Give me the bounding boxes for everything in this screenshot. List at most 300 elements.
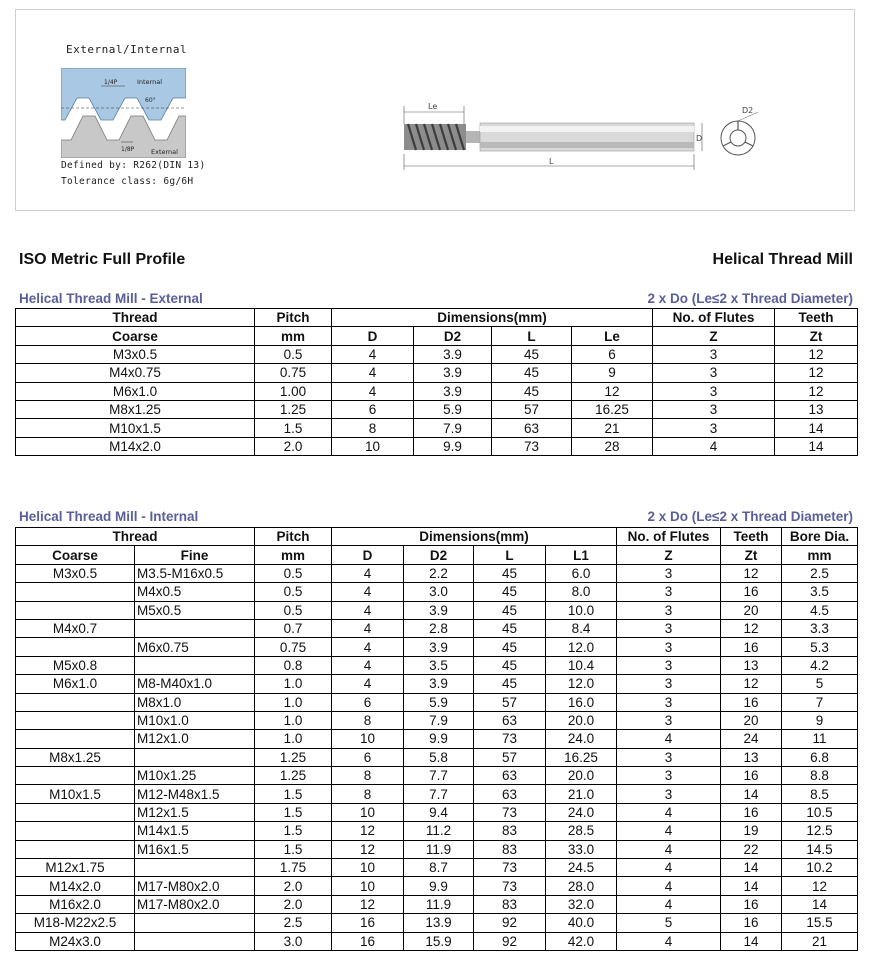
- external-table-note: 2 x Do (Le≤2 x Thread Diameter): [647, 291, 853, 306]
- internal-table-cell: 1.25: [255, 748, 332, 766]
- internal-table-cell: 16: [721, 583, 782, 601]
- internal-table-cell: 16: [721, 803, 782, 821]
- external-table-row: [16, 382, 858, 400]
- internal-table-cell: 63: [474, 785, 546, 803]
- internal-table-cell: 12: [332, 895, 404, 913]
- internal-subheader-cell: Z: [617, 546, 721, 564]
- internal-table-cell: M10x1.0: [135, 711, 255, 729]
- internal-table-cell: 45: [474, 638, 546, 656]
- internal-table-cell: 16: [721, 638, 782, 656]
- dim-le: Le: [428, 102, 438, 111]
- internal-table-cell: M5x0.8: [16, 656, 135, 674]
- internal-table-cell: [135, 914, 255, 932]
- internal-table-cell: 9.4: [404, 803, 474, 821]
- internal-table-cell: 20.0: [546, 711, 617, 729]
- defined-by-text: Defined by: R262(DIN 13): [61, 160, 206, 171]
- internal-table-cell: 8.7: [404, 859, 474, 877]
- internal-table-cell: 4: [332, 583, 404, 601]
- internal-table-row: [16, 656, 858, 674]
- internal-table-cell: 4: [332, 601, 404, 619]
- internal-subheader-cell: L1: [546, 546, 617, 564]
- internal-table-cell: M17-M80x2.0: [135, 877, 255, 895]
- external-table-cell: 4: [332, 364, 414, 382]
- internal-table-cell: 0.75: [255, 638, 332, 656]
- internal-header-cell: No. of Flutes: [617, 528, 721, 546]
- internal-table-cell: 4: [332, 675, 404, 693]
- internal-table-cell: 5: [782, 675, 858, 693]
- internal-subheader-cell: Fine: [135, 546, 255, 564]
- external-table-cell: M10x1.5: [16, 419, 255, 437]
- external-subheader-cell: Coarse: [16, 327, 255, 345]
- external-table-cell: 6: [332, 400, 414, 418]
- internal-subheader-cell: D2: [404, 546, 474, 564]
- internal-table-cell: 6.8: [782, 748, 858, 766]
- internal-table-cell: 15.9: [404, 932, 474, 950]
- internal-table-cell: 63: [474, 767, 546, 785]
- external-table-row: [16, 400, 858, 418]
- internal-table-row: [16, 583, 858, 601]
- internal-table-cell: 8.4: [546, 619, 617, 637]
- internal-table-row: [16, 711, 858, 729]
- internal-table-cell: 92: [474, 932, 546, 950]
- internal-table-cell: 4: [617, 859, 721, 877]
- external-table-cell: 4: [653, 437, 775, 455]
- figure-title: External/Internal: [66, 43, 188, 56]
- external-header-cell: No. of Flutes: [653, 309, 775, 327]
- external-table-cell: 45: [492, 345, 572, 363]
- internal-table-cell: 3: [617, 564, 721, 582]
- internal-table-cell: 12.0: [546, 675, 617, 693]
- internal-table-cell: 2.2: [404, 564, 474, 582]
- external-table-cell: 3.9: [414, 382, 492, 400]
- internal-table-cell: 1.75: [255, 859, 332, 877]
- external-table-cell: 3: [653, 400, 775, 418]
- internal-table-cell: 24.5: [546, 859, 617, 877]
- internal-table-cell: 3: [617, 675, 721, 693]
- internal-table-cell: 24: [721, 730, 782, 748]
- internal-table-cell: 10: [332, 859, 404, 877]
- internal-table-cell: [135, 859, 255, 877]
- internal-table-cell: 4: [617, 932, 721, 950]
- internal-table-cell: M12-M48x1.5: [135, 785, 255, 803]
- internal-table-cell: 0.5: [255, 601, 332, 619]
- internal-table-cell: 3: [617, 785, 721, 803]
- internal-table-cell: 2.0: [255, 895, 332, 913]
- internal-table-cell: 1.5: [255, 822, 332, 840]
- internal-subheader-cell: D: [332, 546, 404, 564]
- internal-header-row-2: [16, 546, 858, 564]
- external-table-cell: M14x2.0: [16, 437, 255, 455]
- internal-table-cell: 0.7: [255, 619, 332, 637]
- internal-subheader-cell: mm: [782, 546, 858, 564]
- internal-table-cell: 6.0: [546, 564, 617, 582]
- internal-table-cell: 3: [617, 583, 721, 601]
- internal-table-cell: M8x1.0: [135, 693, 255, 711]
- internal-table-cell: M24x3.0: [16, 932, 135, 950]
- tolerance-text: Tolerance class: 6g/6H: [61, 176, 194, 187]
- internal-table-cell: 3.5: [404, 656, 474, 674]
- internal-table-cell: 73: [474, 730, 546, 748]
- internal-table-cell: M16x2.0: [16, 895, 135, 913]
- internal-table-cell: 5.3: [782, 638, 858, 656]
- internal-table-cell: 1.0: [255, 730, 332, 748]
- internal-table-cell: 1.0: [255, 675, 332, 693]
- internal-table-cell: [16, 693, 135, 711]
- internal-table-cell: 10: [332, 730, 404, 748]
- figure-notes: [61, 158, 205, 190]
- internal-table-cell: 10: [332, 877, 404, 895]
- internal-table-cell: 16: [721, 693, 782, 711]
- internal-table-cell: 3: [617, 693, 721, 711]
- internal-table-cell: 3.0: [255, 932, 332, 950]
- internal-table-row: [16, 693, 858, 711]
- external-table-cell: 4: [332, 345, 414, 363]
- internal-table-cell: 92: [474, 914, 546, 932]
- external-table-cell: 12: [775, 345, 858, 363]
- label-quarter-p: 1/4P: [104, 79, 118, 86]
- internal-table-cell: 73: [474, 859, 546, 877]
- internal-table-cell: [135, 656, 255, 674]
- internal-table-row: [16, 803, 858, 821]
- external-table-cell: 8: [332, 419, 414, 437]
- internal-table-row: [16, 877, 858, 895]
- internal-table-row: [16, 601, 858, 619]
- internal-table-cell: M6x0.75: [135, 638, 255, 656]
- internal-table-cell: 7.9: [404, 711, 474, 729]
- external-table-cell: 3.9: [414, 364, 492, 382]
- internal-table-note: 2 x Do (Le≤2 x Thread Diameter): [647, 509, 853, 524]
- internal-table-cell: 16: [332, 932, 404, 950]
- external-table-cell: 12: [775, 382, 858, 400]
- internal-table-cell: 20: [721, 711, 782, 729]
- internal-header-row-1: [16, 528, 858, 546]
- internal-table-cell: 1.5: [255, 785, 332, 803]
- internal-table-cell: 13.9: [404, 914, 474, 932]
- internal-table-cell: M18-M22x2.5: [16, 914, 135, 932]
- internal-table-cell: 20.0: [546, 767, 617, 785]
- internal-table-cell: M4x0.7: [16, 619, 135, 637]
- internal-table-cell: 5: [617, 914, 721, 932]
- internal-table-cell: 14: [782, 895, 858, 913]
- internal-table-cell: 12: [721, 564, 782, 582]
- external-subheader-cell: Z: [653, 327, 775, 345]
- internal-table-cell: [16, 840, 135, 858]
- thread-figure-panel: [15, 9, 855, 211]
- external-table-cell: 7.9: [414, 419, 492, 437]
- internal-table-cell: 7: [782, 693, 858, 711]
- external-table-cell: 12: [572, 382, 653, 400]
- internal-table-cell: 2.8: [404, 619, 474, 637]
- internal-table-cell: 83: [474, 822, 546, 840]
- internal-table-row: [16, 840, 858, 858]
- internal-table-cell: 3: [617, 711, 721, 729]
- internal-table-cell: [16, 822, 135, 840]
- external-table-cell: 9: [572, 364, 653, 382]
- internal-table-cell: 10.2: [782, 859, 858, 877]
- internal-table-cell: [135, 932, 255, 950]
- internal-table-cell: 10.0: [546, 601, 617, 619]
- external-table-cell: 13: [775, 400, 858, 418]
- external-table-cell: 21: [572, 419, 653, 437]
- internal-table-cell: 12: [332, 822, 404, 840]
- internal-table-row: [16, 767, 858, 785]
- internal-table-cell: 3.9: [404, 675, 474, 693]
- external-subheader-cell: D: [332, 327, 414, 345]
- thread-mill-tool-diagram: [402, 98, 772, 178]
- label-60-deg: 60°: [145, 97, 156, 104]
- internal-table-cell: 14: [721, 932, 782, 950]
- internal-table-cell: 4: [332, 564, 404, 582]
- external-header-cell: Dimensions(mm): [332, 309, 653, 327]
- internal-header-cell: Pitch: [255, 528, 332, 546]
- internal-table-cell: 5.9: [404, 693, 474, 711]
- internal-table-cell: 83: [474, 840, 546, 858]
- internal-table-cell: 8: [332, 711, 404, 729]
- internal-table-cell: 63: [474, 711, 546, 729]
- internal-table-row: [16, 748, 858, 766]
- internal-table-cell: 13: [721, 748, 782, 766]
- internal-table-cell: 24.0: [546, 730, 617, 748]
- internal-table-cell: [16, 730, 135, 748]
- internal-table-cell: 3.9: [404, 601, 474, 619]
- internal-table-cell: 7.7: [404, 767, 474, 785]
- internal-table-cell: 45: [474, 601, 546, 619]
- internal-table-cell: 24.0: [546, 803, 617, 821]
- internal-table-cell: 16.25: [546, 748, 617, 766]
- external-table-cell: 1.00: [255, 382, 332, 400]
- internal-table-cell: 10.5: [782, 803, 858, 821]
- label-external: External: [151, 148, 178, 156]
- internal-table-cell: 1.5: [255, 840, 332, 858]
- external-subheader-cell: D2: [414, 327, 492, 345]
- internal-table-cell: 73: [474, 803, 546, 821]
- external-table-row: [16, 437, 858, 455]
- internal-table-cell: 11.9: [404, 840, 474, 858]
- internal-table-cell: 0.5: [255, 564, 332, 582]
- internal-table-cell: 11.2: [404, 822, 474, 840]
- external-subheader-cell: mm: [255, 327, 332, 345]
- external-subheader-cell: L: [492, 327, 572, 345]
- internal-table-title: Helical Thread Mill - Internal: [19, 509, 199, 524]
- external-table-cell: 14: [775, 437, 858, 455]
- internal-table-cell: 1.5: [255, 803, 332, 821]
- internal-table-cell: [16, 601, 135, 619]
- internal-table-row: [16, 785, 858, 803]
- internal-table-cell: 4: [332, 638, 404, 656]
- internal-table-cell: M8x1.25: [16, 748, 135, 766]
- internal-table-cell: 4: [617, 803, 721, 821]
- external-table-cell: 63: [492, 419, 572, 437]
- external-table: [15, 308, 858, 456]
- external-table-cell: 3: [653, 345, 775, 363]
- internal-table-cell: 10: [332, 803, 404, 821]
- external-table-cell: 0.5: [255, 345, 332, 363]
- internal-table-cell: 21.0: [546, 785, 617, 803]
- external-table-cell: 45: [492, 364, 572, 382]
- internal-table-cell: 4: [332, 656, 404, 674]
- internal-table-cell: 15.5: [782, 914, 858, 932]
- external-table-cell: M4x0.75: [16, 364, 255, 382]
- external-table-cell: 14: [775, 419, 858, 437]
- internal-table-cell: 12: [721, 675, 782, 693]
- internal-table-cell: 83: [474, 895, 546, 913]
- external-table-cell: 1.25: [255, 400, 332, 418]
- internal-table-cell: 73: [474, 877, 546, 895]
- external-header-cell: Thread: [16, 309, 255, 327]
- internal-table-row: [16, 638, 858, 656]
- internal-table-cell: 16: [332, 914, 404, 932]
- internal-table-cell: 11.9: [404, 895, 474, 913]
- internal-table-cell: 20: [721, 601, 782, 619]
- internal-table-cell: 4: [617, 895, 721, 913]
- internal-table-cell: 14: [721, 859, 782, 877]
- internal-table-cell: 22: [721, 840, 782, 858]
- internal-subheader-cell: mm: [255, 546, 332, 564]
- internal-table-row: [16, 675, 858, 693]
- internal-table-row: [16, 932, 858, 950]
- external-header-row-2: [16, 327, 858, 345]
- internal-table-row: [16, 914, 858, 932]
- thread-profile-diagram: [61, 68, 186, 158]
- external-table-row: [16, 419, 858, 437]
- internal-table-cell: [16, 638, 135, 656]
- internal-table-cell: 6: [332, 693, 404, 711]
- internal-table-row: [16, 730, 858, 748]
- external-table-cell: 3.9: [414, 345, 492, 363]
- internal-subheader-cell: Coarse: [16, 546, 135, 564]
- external-header-cell: Pitch: [255, 309, 332, 327]
- internal-table-cell: 9.9: [404, 730, 474, 748]
- internal-table-cell: 12: [721, 619, 782, 637]
- internal-table-cell: [135, 619, 255, 637]
- internal-table-row: [16, 859, 858, 877]
- dim-d: D: [696, 134, 703, 143]
- external-table-cell: 9.9: [414, 437, 492, 455]
- internal-table-cell: 16: [721, 914, 782, 932]
- internal-subheader-cell: Zt: [721, 546, 782, 564]
- external-table-cell: 3: [653, 382, 775, 400]
- internal-table-cell: 0.5: [255, 583, 332, 601]
- external-table-row: [16, 364, 858, 382]
- internal-table-cell: 16.0: [546, 693, 617, 711]
- internal-table-cell: 12: [332, 840, 404, 858]
- internal-table-cell: 8.8: [782, 767, 858, 785]
- internal-table-cell: M12x1.75: [16, 859, 135, 877]
- internal-table-cell: [16, 711, 135, 729]
- internal-table-cell: 12.0: [546, 638, 617, 656]
- internal-table-cell: 1.0: [255, 711, 332, 729]
- internal-table-cell: [135, 748, 255, 766]
- internal-table-row: [16, 619, 858, 637]
- internal-table-cell: 1.0: [255, 693, 332, 711]
- internal-table-cell: 3: [617, 748, 721, 766]
- internal-table-row: [16, 564, 858, 582]
- internal-table-cell: 3: [617, 638, 721, 656]
- internal-table-cell: 3.3: [782, 619, 858, 637]
- internal-table-cell: 32.0: [546, 895, 617, 913]
- internal-table-cell: 45: [474, 564, 546, 582]
- external-table-cell: 12: [775, 364, 858, 382]
- internal-table-cell: M4x0.5: [135, 583, 255, 601]
- internal-header-cell: Teeth: [721, 528, 782, 546]
- internal-table-cell: M8-M40x1.0: [135, 675, 255, 693]
- heading-helical-thread-mill: Helical Thread Mill: [712, 251, 853, 268]
- internal-table-cell: M5x0.5: [135, 601, 255, 619]
- internal-table-cell: 28.5: [546, 822, 617, 840]
- internal-table-cell: M3.5-M16x0.5: [135, 564, 255, 582]
- internal-table-cell: 3: [617, 601, 721, 619]
- external-table-cell: 28: [572, 437, 653, 455]
- internal-table: [15, 527, 858, 951]
- internal-table-cell: 57: [474, 748, 546, 766]
- internal-table-cell: 4.5: [782, 601, 858, 619]
- internal-table-cell: 2.5: [782, 564, 858, 582]
- external-table-cell: 6: [572, 345, 653, 363]
- internal-table-cell: [16, 803, 135, 821]
- external-header-row-1: [16, 309, 858, 327]
- internal-table-cell: 12: [782, 877, 858, 895]
- external-table-cell: 45: [492, 382, 572, 400]
- internal-table-cell: 14.5: [782, 840, 858, 858]
- dim-d2: D2: [742, 106, 754, 115]
- external-table-cell: 1.5: [255, 419, 332, 437]
- internal-table-cell: 9.9: [404, 877, 474, 895]
- internal-table-cell: [16, 583, 135, 601]
- internal-table-cell: 3: [617, 767, 721, 785]
- internal-table-cell: 4: [332, 619, 404, 637]
- dim-l: L: [549, 157, 554, 166]
- internal-table-cell: M14x2.0: [16, 877, 135, 895]
- internal-table-cell: M16x1.5: [135, 840, 255, 858]
- internal-table-cell: 4: [617, 840, 721, 858]
- internal-table-cell: 42.0: [546, 932, 617, 950]
- internal-table-cell: 10.4: [546, 656, 617, 674]
- internal-table-cell: 45: [474, 619, 546, 637]
- internal-table-row: [16, 822, 858, 840]
- internal-table-cell: 4.2: [782, 656, 858, 674]
- external-table-cell: M6x1.0: [16, 382, 255, 400]
- internal-table-cell: 8: [332, 767, 404, 785]
- internal-header-cell: Dimensions(mm): [332, 528, 617, 546]
- internal-table-cell: 11: [782, 730, 858, 748]
- internal-table-cell: 3: [617, 619, 721, 637]
- internal-table-cell: 2.5: [255, 914, 332, 932]
- external-table-cell: 4: [332, 382, 414, 400]
- internal-table-cell: M6x1.0: [16, 675, 135, 693]
- internal-table-cell: M17-M80x2.0: [135, 895, 255, 913]
- internal-table-cell: M14x1.5: [135, 822, 255, 840]
- internal-table-cell: 6: [332, 748, 404, 766]
- internal-table-cell: 3.5: [782, 583, 858, 601]
- external-header-cell: Teeth: [775, 309, 858, 327]
- internal-table-row: [16, 895, 858, 913]
- external-subheader-cell: Le: [572, 327, 653, 345]
- external-table-cell: 57: [492, 400, 572, 418]
- internal-table-cell: 1.25: [255, 767, 332, 785]
- internal-table-cell: 3: [617, 656, 721, 674]
- internal-table-cell: 4: [617, 822, 721, 840]
- internal-table-cell: M3x0.5: [16, 564, 135, 582]
- external-table-cell: 10: [332, 437, 414, 455]
- internal-table-cell: 16: [721, 895, 782, 913]
- internal-header-cell: Bore Dia.: [782, 528, 858, 546]
- internal-header-cell: Thread: [16, 528, 255, 546]
- heading-iso-metric: ISO Metric Full Profile: [19, 251, 186, 268]
- internal-table-cell: 9: [782, 711, 858, 729]
- internal-table-cell: 19: [721, 822, 782, 840]
- internal-table-cell: 33.0: [546, 840, 617, 858]
- internal-table-cell: 3.9: [404, 638, 474, 656]
